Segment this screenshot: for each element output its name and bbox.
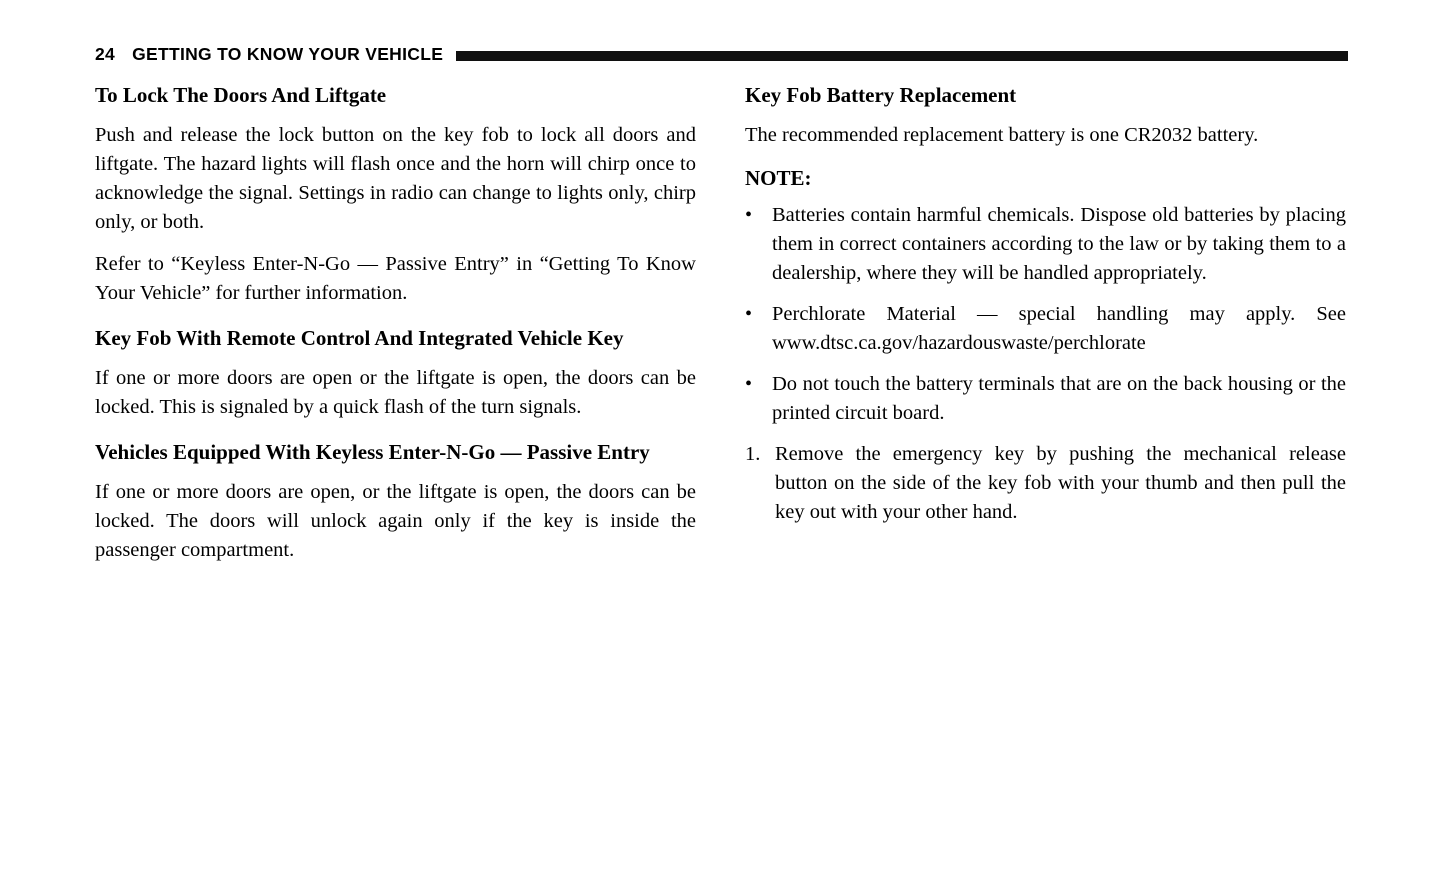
list-item	[745, 300, 1346, 358]
left-column	[95, 79, 696, 578]
paragraph: The recommended replacement battery is one CR2032 battery.	[745, 124, 1259, 146]
page-number: 24	[95, 44, 116, 64]
bullet-text: Batteries contain harmful chemicals. Dispose old batteries by placing them in correct containers according to the law or by taking them to a dealership, where they will be handled appropriately.	[772, 204, 1346, 284]
item-number: 1.	[745, 443, 761, 465]
section-heading: Vehicles Equipped With Keyless Enter-N-Go — Passive Entry	[95, 440, 650, 464]
numbered-item	[745, 440, 1346, 527]
paragraph: Refer to “Keyless Enter-N-Go — Passive Entry” in “Getting To Know Your Vehicle” for further information.	[95, 253, 696, 304]
running-header	[95, 44, 1348, 65]
numbered-text: Remove the emergency key by pushing the mechanical release button on the side of the key fob with your thumb and then pull the key out with your other hand.	[775, 443, 1346, 523]
note-label: NOTE:	[745, 166, 812, 190]
two-column-body	[95, 79, 1348, 578]
bullet-icon: •	[745, 303, 753, 325]
right-column	[745, 79, 1346, 578]
bullet-icon: •	[745, 204, 753, 226]
section-heading: Key Fob With Remote Control And Integrated Vehicle Key	[95, 326, 624, 350]
section-heading: Key Fob Battery Replacement	[745, 83, 1017, 107]
chapter-title: GETTING TO KNOW YOUR VEHICLE	[132, 44, 444, 64]
list-item	[745, 370, 1346, 428]
section-heading: To Lock The Doors And Liftgate	[95, 83, 387, 107]
bullet-text: Perchlorate Material — special handling may apply. See www.dtsc.ca.gov/hazardouswaste/perchlorate	[772, 303, 1346, 354]
header-rule-bar	[456, 51, 1348, 61]
paragraph: If one or more doors are open or the liftgate is open, the doors can be locked. This is signaled by a quick flash of the turn signals.	[95, 367, 696, 418]
paragraph: Push and release the lock button on the key fob to lock all doors and liftgate. The hazard lights will flash once and the horn will chirp once to acknowledge the signal. Settings in radio can change to lights only, chirp only, or both.	[95, 124, 696, 233]
bullet-text: Do not touch the battery terminals that are on the back housing or the printed circuit board.	[772, 373, 1346, 424]
bullet-icon: •	[745, 373, 753, 395]
paragraph: If one or more doors are open, or the liftgate is open, the doors can be locked. The doors will unlock again only if the key is inside the passenger compartment.	[95, 481, 696, 561]
list-item	[745, 201, 1346, 288]
